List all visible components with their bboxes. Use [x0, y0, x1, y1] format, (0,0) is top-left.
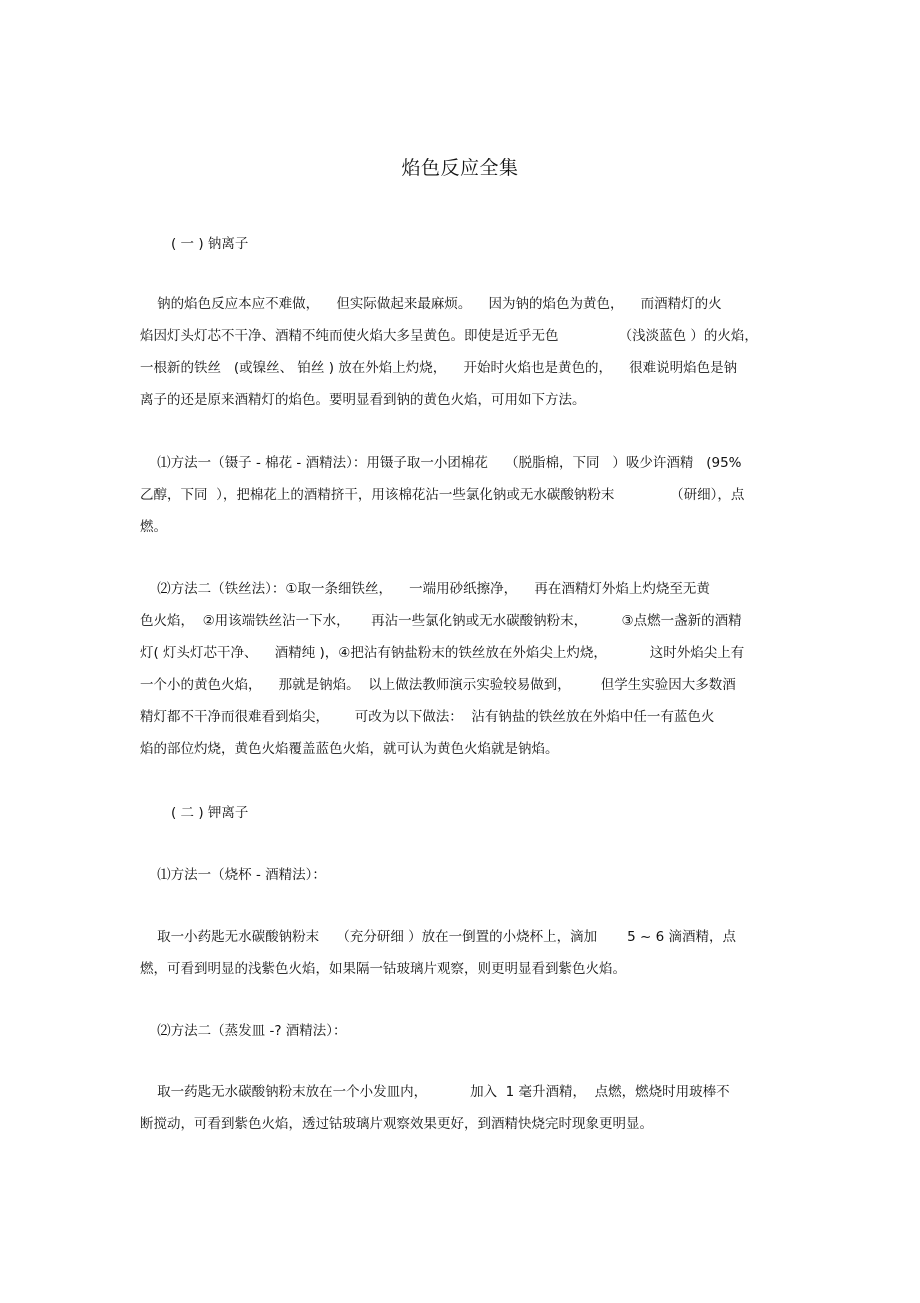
paragraph-line: 取一药匙无水碳酸钠粉末放在一个小发皿内， 加入 1 毫升酒精， 点燃，燃烧时用玻棒不: [140, 1084, 730, 1100]
paragraph-line: ⑴方法一（镊子 - 棉花 - 酒精法）：用镊子取一小团棉花 （脱脂棉，下同 ）吸少许酒精 (95%: [140, 455, 742, 471]
paragraph-line: 取一小药匙无水碳酸钠粉末 （充分研细 ）放在一倒置的小烧杯上，滴加 5 ~ 6 滴酒精，点: [140, 929, 737, 945]
paragraph-line: 色火焰， ②用该端铁丝沾一下水， 再沾一些氯化钠或无水碳酸钠粉末， ③点燃一盏新的酒精: [140, 613, 742, 629]
paragraph-line: 燃。: [140, 519, 167, 535]
paragraph-line: ⑵方法二（蒸发皿 -? 酒精法）：: [140, 1023, 347, 1039]
paragraph-line: 断搅动，可看到紫色火焰，透过钴玻璃片观察效果更好，到酒精快烧完时现象更明显。: [140, 1116, 653, 1132]
section-heading-sodium: ( 一 ) 钠离子: [171, 236, 249, 252]
paragraph-line: 一根新的铁丝 (或镍丝、 铂丝 ) 放在外焰上灼烧， 开始时火焰也是黄色的， 很难说明焰色是钠: [140, 360, 738, 376]
paragraph-line: 灯( 灯头灯芯干净、 酒精纯 )，④把沾有钠盐粉末的铁丝放在外焰尖上灼烧， 这时外焰尖上有: [140, 645, 745, 661]
paragraph-line: 乙醇，下同 ），把棉花上的酒精挤干，用该棉花沾一些氯化钠或无水碳酸钠粉末 （研细），点: [140, 487, 745, 503]
paragraph-line: 焰因灯头灯芯不干净、酒精不纯而使火焰大多呈黄色。即使是近乎无色 （浅淡蓝色 ）的火焰，: [140, 328, 758, 344]
paragraph-line: ⑵方法二（铁丝法）：①取一条细铁丝， 一端用砂纸擦净， 再在酒精灯外焰上灼烧至无黄: [140, 581, 710, 597]
section-heading-potassium: ( 二 ) 钾离子: [171, 805, 249, 821]
page-title: 焰色反应全集: [401, 157, 519, 179]
paragraph-line: 离子的还是原来酒精灯的焰色。要明显看到钠的黄色火焰，可用如下方法。: [140, 392, 586, 408]
paragraph-line: 精灯都不干净而很难看到焰尖， 可改为以下做法： 沾有钠盐的铁丝放在外焰中任一有蓝色火: [140, 709, 715, 725]
paragraph-line: 燃，可看到明显的浅紫色火焰，如果隔一钴玻璃片观察，则更明显看到紫色火焰。: [140, 961, 626, 977]
paragraph-line: 焰的部位灼烧，黄色火焰覆盖蓝色火焰，就可认为黄色火焰就是钠焰。: [140, 741, 559, 757]
paragraph-line: 钠的焰色反应本应不难做， 但实际做起来最麻烦。 因为钠的焰色为黄色， 而酒精灯的火: [140, 296, 722, 312]
paragraph-line: 一个小的黄色火焰， 那就是钠焰。 以上做法教师演示实验较易做到， 但学生实验因大多数酒: [140, 677, 736, 693]
paragraph-line: ⑴方法一（烧杯 - 酒精法）：: [140, 867, 326, 883]
